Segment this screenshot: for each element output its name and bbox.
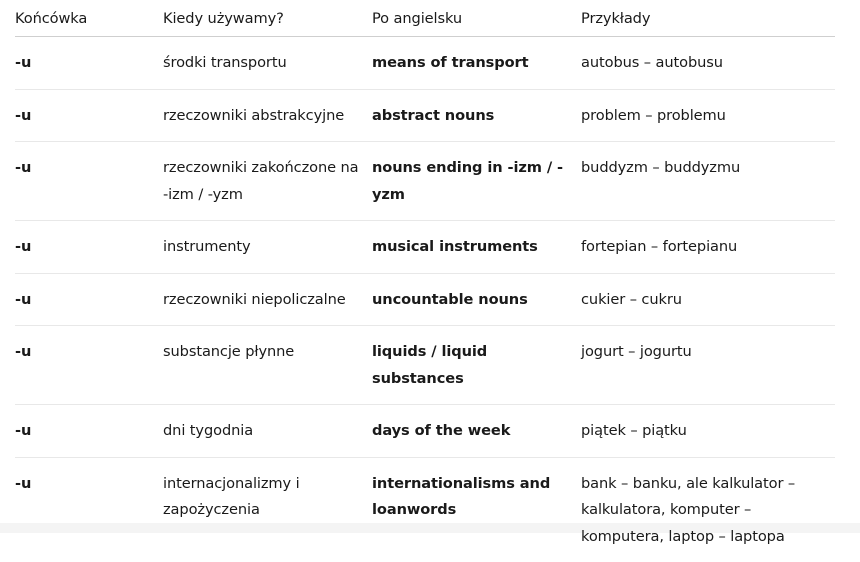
examples-cell: piątek – piątku xyxy=(581,405,835,458)
ending-cell: -u xyxy=(15,326,163,405)
ending-cell: -u xyxy=(15,405,163,458)
header-ending: Końcówka xyxy=(15,0,163,37)
genitive-endings-table xyxy=(15,0,835,562)
usage-cell: substancje płynne xyxy=(163,326,372,405)
table-row xyxy=(15,326,835,405)
header-english: Po angielsku xyxy=(372,0,581,37)
usage-cell: środki transportu xyxy=(163,37,372,90)
english-cell: internationalisms and loanwords xyxy=(372,474,551,518)
ending-cell: -u xyxy=(15,221,163,274)
examples-cell: buddyzm – buddyzmu xyxy=(581,142,835,221)
examples-cell: problem – problemu xyxy=(581,89,835,142)
english-cell: means of transport xyxy=(372,37,581,90)
table-row xyxy=(15,37,835,90)
english-cell: uncountable nouns xyxy=(372,273,581,326)
usage-cell: instrumenty xyxy=(163,221,372,274)
usage-cell: rzeczowniki abstrakcyjne xyxy=(163,89,372,142)
usage-cell: rzeczowniki zakończone na -izm / -yzm xyxy=(163,142,372,221)
examples-cell: cukier – cukru xyxy=(581,273,835,326)
ending-cell: -u xyxy=(15,474,32,492)
english-cell: liquids / liquid substances xyxy=(372,326,581,405)
examples-cell: fortepian – fortepianu xyxy=(581,221,835,274)
table-header-row xyxy=(15,0,835,37)
ending-cell: -u xyxy=(15,273,163,326)
ending-cell: -u xyxy=(15,142,163,221)
table-row xyxy=(15,405,835,458)
examples-cell: autobus – autobusu xyxy=(581,37,835,90)
ending-cell: -u xyxy=(15,37,163,90)
header-examples: Przykłady xyxy=(581,0,835,37)
table-row xyxy=(15,89,835,142)
table-row xyxy=(15,457,835,562)
english-cell: nouns ending in -izm / -yzm xyxy=(372,142,581,221)
table-row xyxy=(15,221,835,274)
english-cell: days of the week xyxy=(372,405,581,458)
examples-cell: jogurt – jogurtu xyxy=(581,326,835,405)
usage-cell: dni tygodnia xyxy=(163,405,372,458)
usage-cell: internacjonalizmy i zapożyczenia xyxy=(163,474,300,518)
usage-cell: rzeczowniki niepoliczalne xyxy=(163,273,372,326)
header-usage: Kiedy używamy? xyxy=(163,0,372,37)
examples-cell: bank – banku, ale kalkulator – kalkulatora, komputer – komputera, laptop – laptopa xyxy=(581,474,796,545)
english-cell: abstract nouns xyxy=(372,89,581,142)
english-cell: musical instruments xyxy=(372,221,581,274)
table-row xyxy=(15,273,835,326)
ending-cell: -u xyxy=(15,89,163,142)
table-row xyxy=(15,142,835,221)
